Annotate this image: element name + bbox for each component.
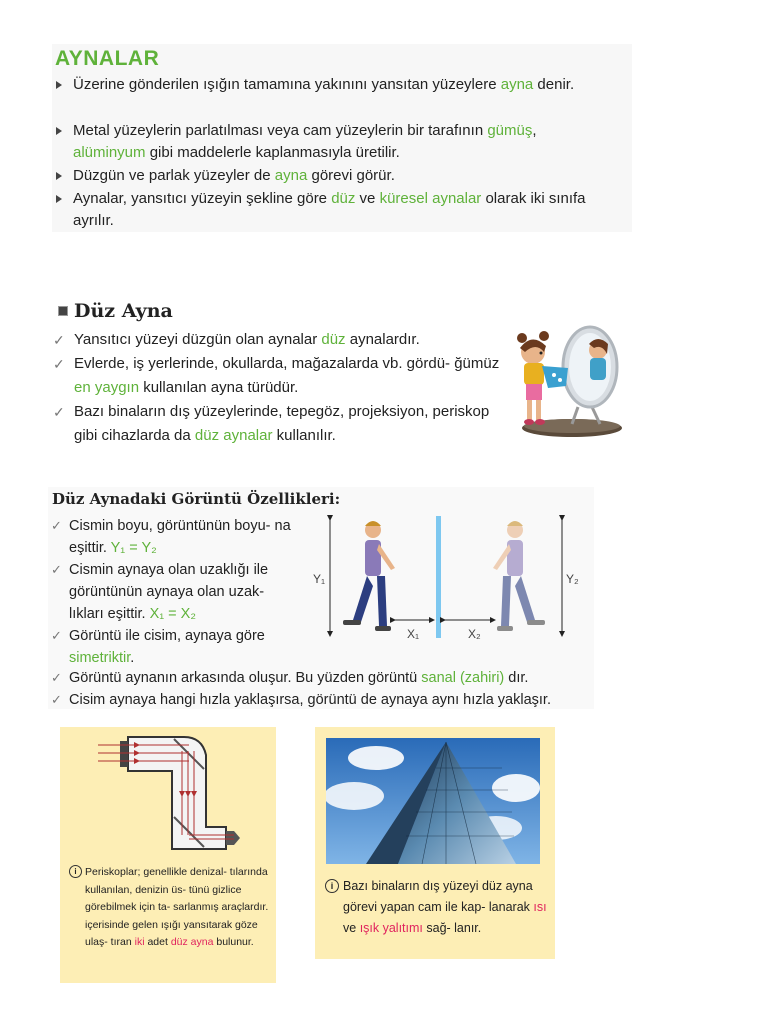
text-run: Aynalar, yansıtıcı yüzeyin şekline göre [73, 190, 332, 207]
highlight-term: en yaygın [74, 379, 140, 396]
periscope-note [69, 864, 269, 952]
section-square-icon [58, 306, 68, 316]
list-item [51, 625, 299, 669]
list-item [51, 689, 591, 711]
list-item [53, 352, 508, 400]
list-item [53, 400, 508, 448]
bullet-triangle-icon [56, 172, 62, 180]
girl-mirror-illustration [510, 322, 622, 440]
highlight-term: küresel aynalar [379, 190, 482, 207]
check-icon: ✓ [51, 518, 62, 533]
highlight-term: ayna [500, 76, 534, 93]
bullet-triangle-icon [56, 195, 62, 203]
list-item-text [51, 515, 299, 559]
section-title-duz-ayna: Düz Ayna [74, 300, 173, 322]
image-figure [493, 521, 545, 631]
highlight-term: simetriktir [69, 650, 131, 666]
label-x2: X₂ [468, 627, 481, 641]
check-icon: ✓ [51, 670, 62, 685]
highlight-term: X₁ = X₂ [149, 606, 196, 622]
highlight-term: ayna [274, 167, 308, 184]
highlight-term: sanal (zahiri) [421, 670, 505, 686]
highlight-term: düz [331, 190, 356, 207]
info-icon: i [325, 879, 339, 893]
bullet-item [56, 120, 606, 164]
highlight-term: düz ayna [170, 936, 214, 948]
text-run: ve [355, 190, 380, 207]
text-run: gibi maddelerle kaplanmasıyla üretilir. [145, 144, 400, 161]
bullet-text [56, 188, 606, 232]
building-note-text [325, 876, 547, 939]
text-run: Bazı binaların dış yüzeylerinde, tepegöz, projeksiyon, periskop gibi cihazlarda da [74, 403, 490, 444]
text-run: ve [343, 921, 360, 935]
check-icon: ✓ [53, 332, 65, 348]
bullet-item [56, 74, 606, 96]
text-run: Bazı binaların dış yüzeyi düz ayna görevi yapan cam ile kap- lanarak [343, 879, 534, 914]
text-run: Görüntü aynanın arkasında oluşur. Bu yüzden görüntü [69, 670, 422, 686]
bullet-text [56, 120, 606, 164]
text-run: kullanılır. [272, 427, 336, 444]
bullet-item [56, 165, 606, 187]
text-run: Düzgün ve parlak yüzeyler de [73, 167, 275, 184]
highlight-term: iki [134, 936, 145, 948]
label-y2: Y₂ [566, 572, 579, 586]
text-run: Cisim aynaya hangi hızla yaklaşırsa, görüntü de aynaya aynı hızla yaklaşır. [69, 692, 551, 708]
text-run: görevi görür. [307, 167, 395, 184]
mirror-line [436, 516, 441, 638]
periscope-diagram [94, 731, 244, 861]
person-figure [343, 521, 395, 631]
text-run: dır. [504, 670, 529, 686]
text-run: Cismin aynaya olan uzaklığı ile görüntünün aynaya olan uzak- lıkları eşittir. [69, 562, 269, 622]
bullet-text [56, 165, 606, 187]
list-item [53, 328, 508, 352]
highlight-term: düz [321, 331, 346, 348]
glass-building-photo [326, 738, 540, 864]
text-run: olarak iki sınıfa ayrılır. [73, 190, 586, 229]
text-run: Periskoplar; genellikle denizal- tılarında kullanılan, denizin üs- tünü gizlice görebilmek için ta- sarlanmış araçlardır. içerisinde gelen ışığı yansıtarak göze ulaş- tıran [85, 866, 269, 948]
highlight-term: Y₁ = Y₂ [110, 540, 157, 556]
highlight-term: düz aynalar [194, 427, 273, 444]
list-item [51, 559, 299, 625]
periscope-note-text [69, 864, 269, 952]
text-run: bulunur. [213, 936, 254, 948]
highlight-term: gümüş [487, 122, 533, 139]
text-run: Cismin boyu, görüntünün boyu- na eşittir. [69, 518, 291, 556]
list-item-text [53, 400, 508, 448]
check-icon: ✓ [51, 628, 62, 643]
text-run: Yansıtıcı yüzeyi düzgün olan aynalar [74, 331, 322, 348]
check-icon: ✓ [51, 692, 62, 707]
text-run: adet [144, 936, 171, 948]
text-run: Üzerine gönderilen ışığın tamamına yakınını yansıtan yüzeylere [73, 76, 501, 93]
mirror-symmetry-diagram [305, 508, 590, 656]
list-item-text [53, 352, 508, 400]
section-title-properties: Düz Aynadaki Görüntü Özellikleri: [52, 490, 341, 508]
bullet-text [56, 74, 606, 96]
list-item-text [53, 328, 508, 352]
list-item [51, 515, 299, 559]
highlight-term: ısı [533, 900, 547, 914]
text-run: aynalardır. [345, 331, 420, 348]
bullet-item [56, 188, 606, 232]
list-item [51, 667, 591, 689]
label-x1: X₁ [407, 627, 420, 641]
section-title-aynalar: AYNALAR [55, 47, 160, 70]
building-note [325, 876, 547, 939]
text-run: Görüntü ile cisim, aynaya göre [69, 628, 265, 644]
text-run: denir. [533, 76, 575, 93]
text-run: . [130, 650, 135, 666]
label-y1: Y₁ [313, 572, 326, 586]
list-item-text [51, 559, 299, 625]
info-icon: i [69, 865, 82, 878]
text-run: sağ- lanır. [422, 921, 482, 935]
check-icon: ✓ [51, 562, 62, 577]
bullet-triangle-icon [56, 81, 62, 89]
text-run: Metal yüzeylerin parlatılması veya cam yüzeylerin bir tarafının [73, 122, 488, 139]
bullet-triangle-icon [56, 127, 62, 135]
list-item-text [51, 625, 299, 669]
list-item-text [51, 689, 591, 711]
highlight-term: alüminyum [73, 144, 146, 161]
text-run: Evlerde, iş yerlerinde, okullarda, mağazalarda vb. gördü- ğümüz [74, 355, 500, 372]
list-item-text [51, 667, 591, 689]
text-run: , [532, 122, 537, 139]
highlight-term: ışık yalıtımı [359, 921, 423, 935]
check-icon: ✓ [53, 356, 65, 372]
check-icon: ✓ [53, 404, 65, 420]
text-run: kullanılan ayna türüdür. [139, 379, 299, 396]
